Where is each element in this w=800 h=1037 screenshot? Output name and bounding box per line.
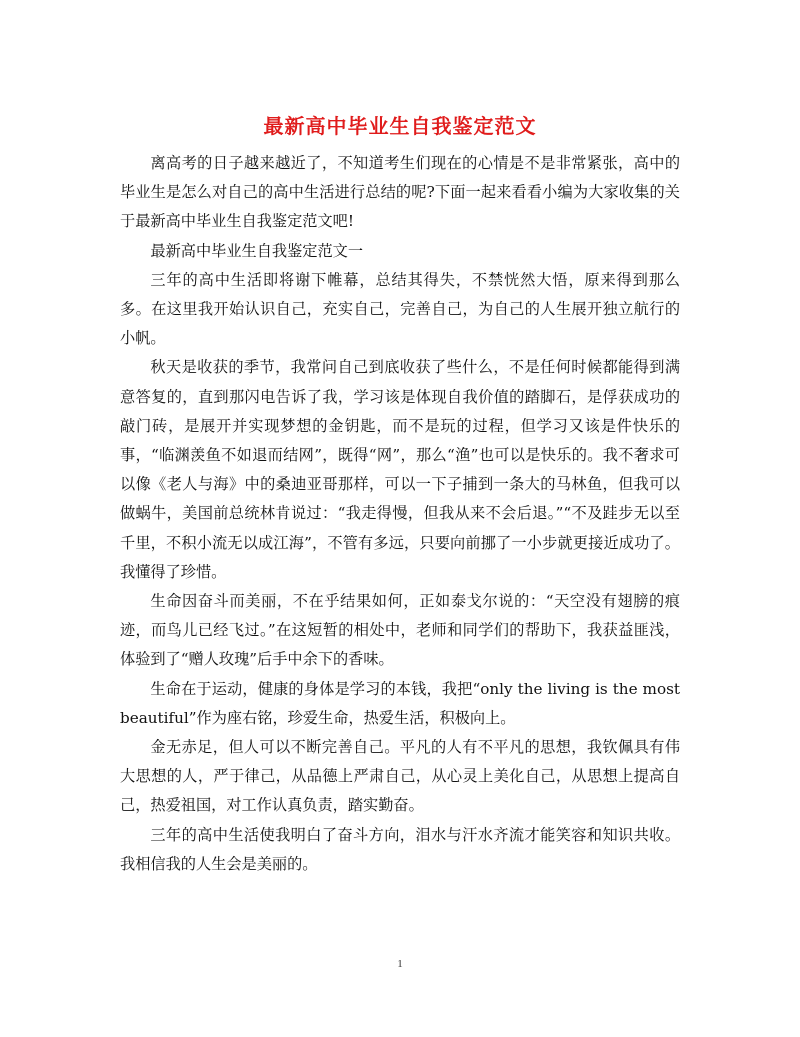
paragraph-body: 生命因奋斗而美丽，不在乎结果如何，正如泰戈尔说的：“天空没有翅膀的痕迹，而鸟儿已经飞过。”在这短暂的相处中，老师和同学们的帮助下，我获益匪浅，体验到了“赠人玫瑰”后手中余下的香味。 — [120, 592, 680, 669]
paragraph-section-heading: 最新高中毕业生自我鉴定范文一 — [150, 241, 364, 260]
paragraph-body: 三年的高中生活使我明白了奋斗方向，泪水与汗水齐流才能笑容和知识共收。我相信我的人生会是美丽的。 — [120, 825, 680, 873]
page-number: 1 — [397, 958, 403, 970]
paragraph-body: 金无赤足，但人可以不断完善自己。平凡的人有不平凡的思想，我钦佩具有伟大思想的人，严于律己，从品德上严肃自己，从心灵上美化自己，从思想上提高自己，热爱祖国，对工作认真负责，踏实勤奋。 — [120, 738, 680, 815]
document-body — [120, 149, 680, 879]
paragraph-body: 三年的高中生活即将谢下帷幕，总结其得失，不禁恍然大悟，原来得到那么多。在这里我开始认识自己，充实自己，完善自己，为自己的人生展开独立航行的小帆。 — [120, 270, 680, 348]
paragraph-body: 秋天是收获的季节，我常问自己到底收获了些什么，不是任何时候都能得到满意答复的，直到那闪电告诉了我，学习该是体现自我价值的踏脚石，是俘获成功的敲门砖，是展开并实现梦想的金钥匙，而不是玩的过程，但学习又该是件快乐的事，“临渊羡鱼不如退而结网”，既得“网”，那么“渔”也可以是快乐的。我不奢求可以像《老人与海》中的桑迪亚哥那样，可以一下子捕到一条大的马林鱼，但我可以做蜗牛，美国前总统林肯说过：“我走得慢，但我从来不会后退。”“不及跬步无以至千里，不积小流无以成江海”，不管有多远，只要向前挪了一小步就更接近成功了。我懂得了珍惜。 — [120, 358, 680, 581]
paragraph-intro: 离高考的日子越来越近了，不知道考生们现在的心情是不是非常紧张，高中的毕业生是怎么对自己的高中生活进行总结的呢?下面一起来看看小编为大家收集的关于最新高中毕业生自我鉴定范文吧! — [120, 154, 680, 231]
document-title: 最新高中毕业生自我鉴定范文 — [263, 114, 537, 138]
paragraph-body: 生命在于运动，健康的身体是学习的本钱，我把“only the living is the most beautiful”作为座右铭，珍爱生命，热爱生活，积极向上。 — [120, 679, 680, 727]
